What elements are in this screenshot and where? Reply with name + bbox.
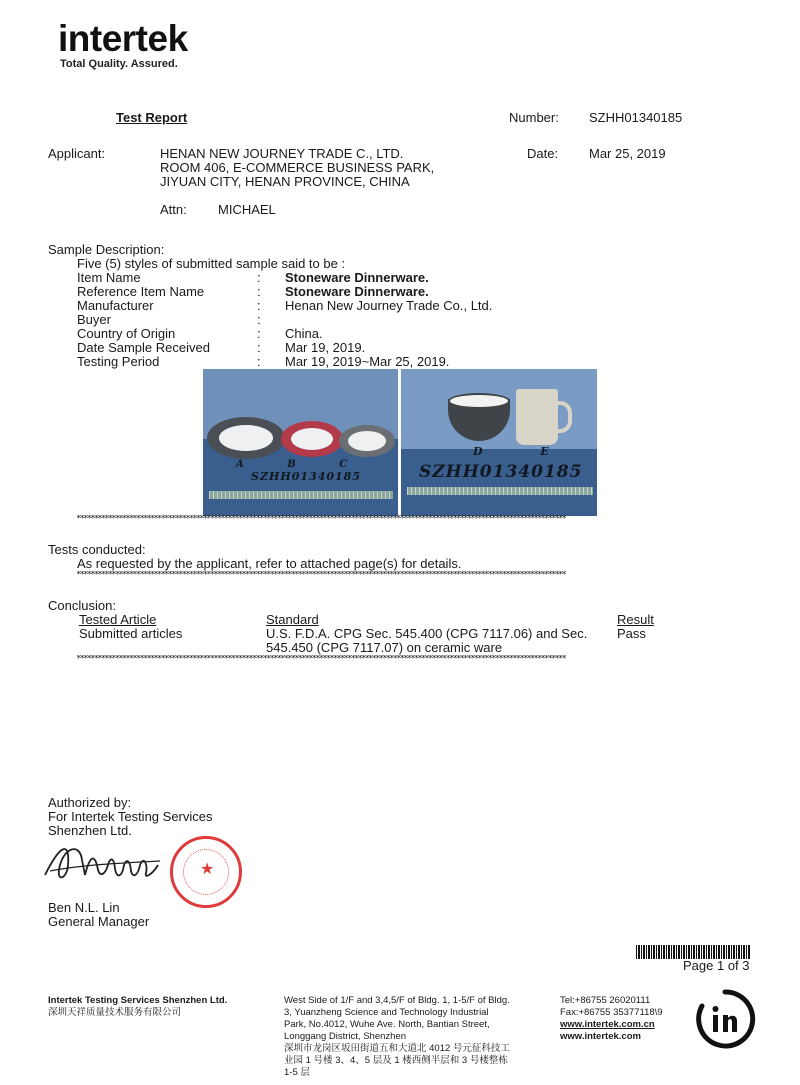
col-tested-article: Tested Article — [79, 612, 157, 627]
colon: : — [257, 298, 261, 313]
sample-key: Country of Origin — [77, 326, 176, 341]
sample-key: Date Sample Received — [77, 340, 210, 355]
company-seal: ★ — [170, 836, 242, 908]
photo-letters — [236, 459, 348, 470]
separator: ******************************************************************************************************************************************* — [76, 571, 566, 579]
website-cn-link[interactable]: www.intertek.com.cn — [560, 1019, 655, 1030]
tests-text: As requested by the applicant, refer to attached page(s) for details. — [77, 556, 462, 571]
separator: ******************************************************************************************************************************************* — [76, 655, 566, 663]
address-line: 1-5 层 — [284, 1067, 310, 1078]
address-line: 3, Yuanzheng Science and Technology Industrial — [284, 1007, 489, 1018]
address-line: 业园 1 号楼 3、4、5 层及 1 楼西侧半层和 3 号楼整栋 — [284, 1055, 508, 1066]
attn-label: Attn: — [160, 202, 187, 217]
sample-value: China. — [285, 326, 323, 341]
sample-row — [77, 313, 547, 327]
sample-key: Buyer — [77, 312, 111, 327]
plate-b — [281, 421, 343, 457]
sample-intro: Five (5) styles of submitted sample said to be : — [77, 256, 346, 271]
sample-photo-plates — [203, 369, 398, 516]
sample-row — [77, 271, 547, 285]
number-label: Number: — [509, 110, 559, 125]
sample-key: Item Name — [77, 270, 141, 285]
logo-tagline: Total Quality. Assured. — [60, 58, 178, 70]
tests-heading: Tests conducted: — [48, 542, 146, 557]
authorized-line: For Intertek Testing Services — [48, 809, 213, 824]
colon: : — [257, 340, 261, 355]
address-line: West Side of 1/F and 3,4,5/F of Bldg. 1, 1-5/F of Bldg. — [284, 995, 510, 1006]
sample-table — [77, 271, 547, 369]
sample-value: Stoneware Dinnerware. — [285, 270, 429, 285]
sample-heading: Sample Description: — [48, 242, 165, 257]
sample-key: Testing Period — [77, 354, 160, 369]
sample-value: Stoneware Dinnerware. — [285, 284, 429, 299]
photo-label: SZHH01340185 — [251, 470, 361, 483]
sample-row — [77, 355, 547, 369]
intertek-logo: intertek — [58, 18, 188, 59]
col-standard: Standard — [266, 612, 319, 627]
page-number: Page 1 of 3 — [683, 958, 750, 973]
colon: : — [257, 312, 261, 327]
applicant-label: Applicant: — [48, 146, 106, 161]
colon: : — [257, 354, 261, 369]
applicant-line: HENAN NEW JOURNEY TRADE C., LTD. — [160, 146, 404, 161]
applicant-line: ROOM 406, E-COMMERCE BUSINESS PARK, — [160, 160, 435, 175]
footer-address — [284, 995, 549, 1079]
ruler — [209, 491, 393, 499]
letter-a: A — [236, 459, 245, 470]
address-line: Longgang District, Shenzhen — [284, 1031, 406, 1042]
intertek-in-logo-icon — [694, 988, 756, 1050]
sample-photo-bowl-mug — [401, 369, 597, 516]
sample-value: Mar 19, 2019. — [285, 340, 366, 355]
barcode — [636, 945, 751, 959]
colon: : — [257, 270, 261, 285]
applicant-line: JIYUAN CITY, HENAN PROVINCE, CHINA — [160, 174, 410, 189]
sample-key: Reference Item Name — [77, 284, 205, 299]
sample-value: Henan New Journey Trade Co., Ltd. — [285, 298, 493, 313]
attn-name: MICHAEL — [218, 202, 276, 217]
colon: : — [257, 284, 261, 299]
footer-company-en: Intertek Testing Services Shenzhen Ltd. — [48, 995, 228, 1006]
letter-d: D — [473, 445, 484, 458]
website-link[interactable]: www.intertek.com — [560, 1031, 641, 1042]
signatory-name: Ben N.L. Lin — [48, 900, 120, 915]
letter-b: B — [287, 459, 297, 470]
address-line: Park, No.4012, Wuhe Ave. North, Bantian Street, — [284, 1019, 490, 1030]
colon: : — [257, 326, 261, 341]
photo-letters — [473, 445, 550, 458]
letter-c: C — [339, 459, 349, 470]
fax: Fax:+86755 35377118\9 — [560, 1007, 663, 1018]
conclusion-heading: Conclusion: — [48, 598, 116, 613]
col-result: Result — [617, 612, 654, 627]
footer-company-cn: 深圳天祥质量技术服务有限公司 — [48, 1007, 182, 1018]
authorized-line: Authorized by: — [48, 795, 132, 810]
tested-article: Submitted articles — [79, 626, 183, 641]
sample-row — [77, 285, 547, 299]
signature-image — [40, 835, 180, 895]
date-label: Date: — [527, 146, 559, 161]
authorized-line: Shenzhen Ltd. — [48, 823, 132, 838]
sample-row — [77, 299, 547, 313]
plate-c — [339, 425, 395, 457]
footer-contact — [560, 995, 663, 1043]
sample-row — [77, 327, 547, 341]
standard-line: U.S. F.D.A. CPG Sec. 545.400 (CPG 7117.06) and Sec. — [266, 626, 588, 641]
signatory-position: General Manager — [48, 914, 150, 929]
sample-row — [77, 341, 547, 355]
report-date: Mar 25, 2019 — [589, 146, 666, 161]
sample-value: Mar 19, 2019~Mar 25, 2019. — [285, 354, 450, 369]
sample-key: Manufacturer — [77, 298, 154, 313]
address-line: 深圳市龙岗区坂田街道五和大道北 4012 号元征科技工 — [284, 1043, 510, 1054]
result-value: Pass — [617, 626, 646, 641]
separator: ******************************************************************************************************************************************* — [76, 515, 566, 523]
ruler — [407, 487, 593, 495]
report-number: SZHH01340185 — [589, 110, 683, 125]
photo-label: SZHH01340185 — [419, 462, 583, 482]
mug-e — [516, 389, 558, 445]
plate-a — [207, 417, 285, 459]
tel: Tel:+86755 26020111 — [560, 995, 651, 1006]
standard-line: 545.450 (CPG 7117.07) on ceramic ware — [266, 640, 503, 655]
letter-e: E — [540, 445, 550, 458]
report-title: Test Report — [116, 110, 188, 125]
